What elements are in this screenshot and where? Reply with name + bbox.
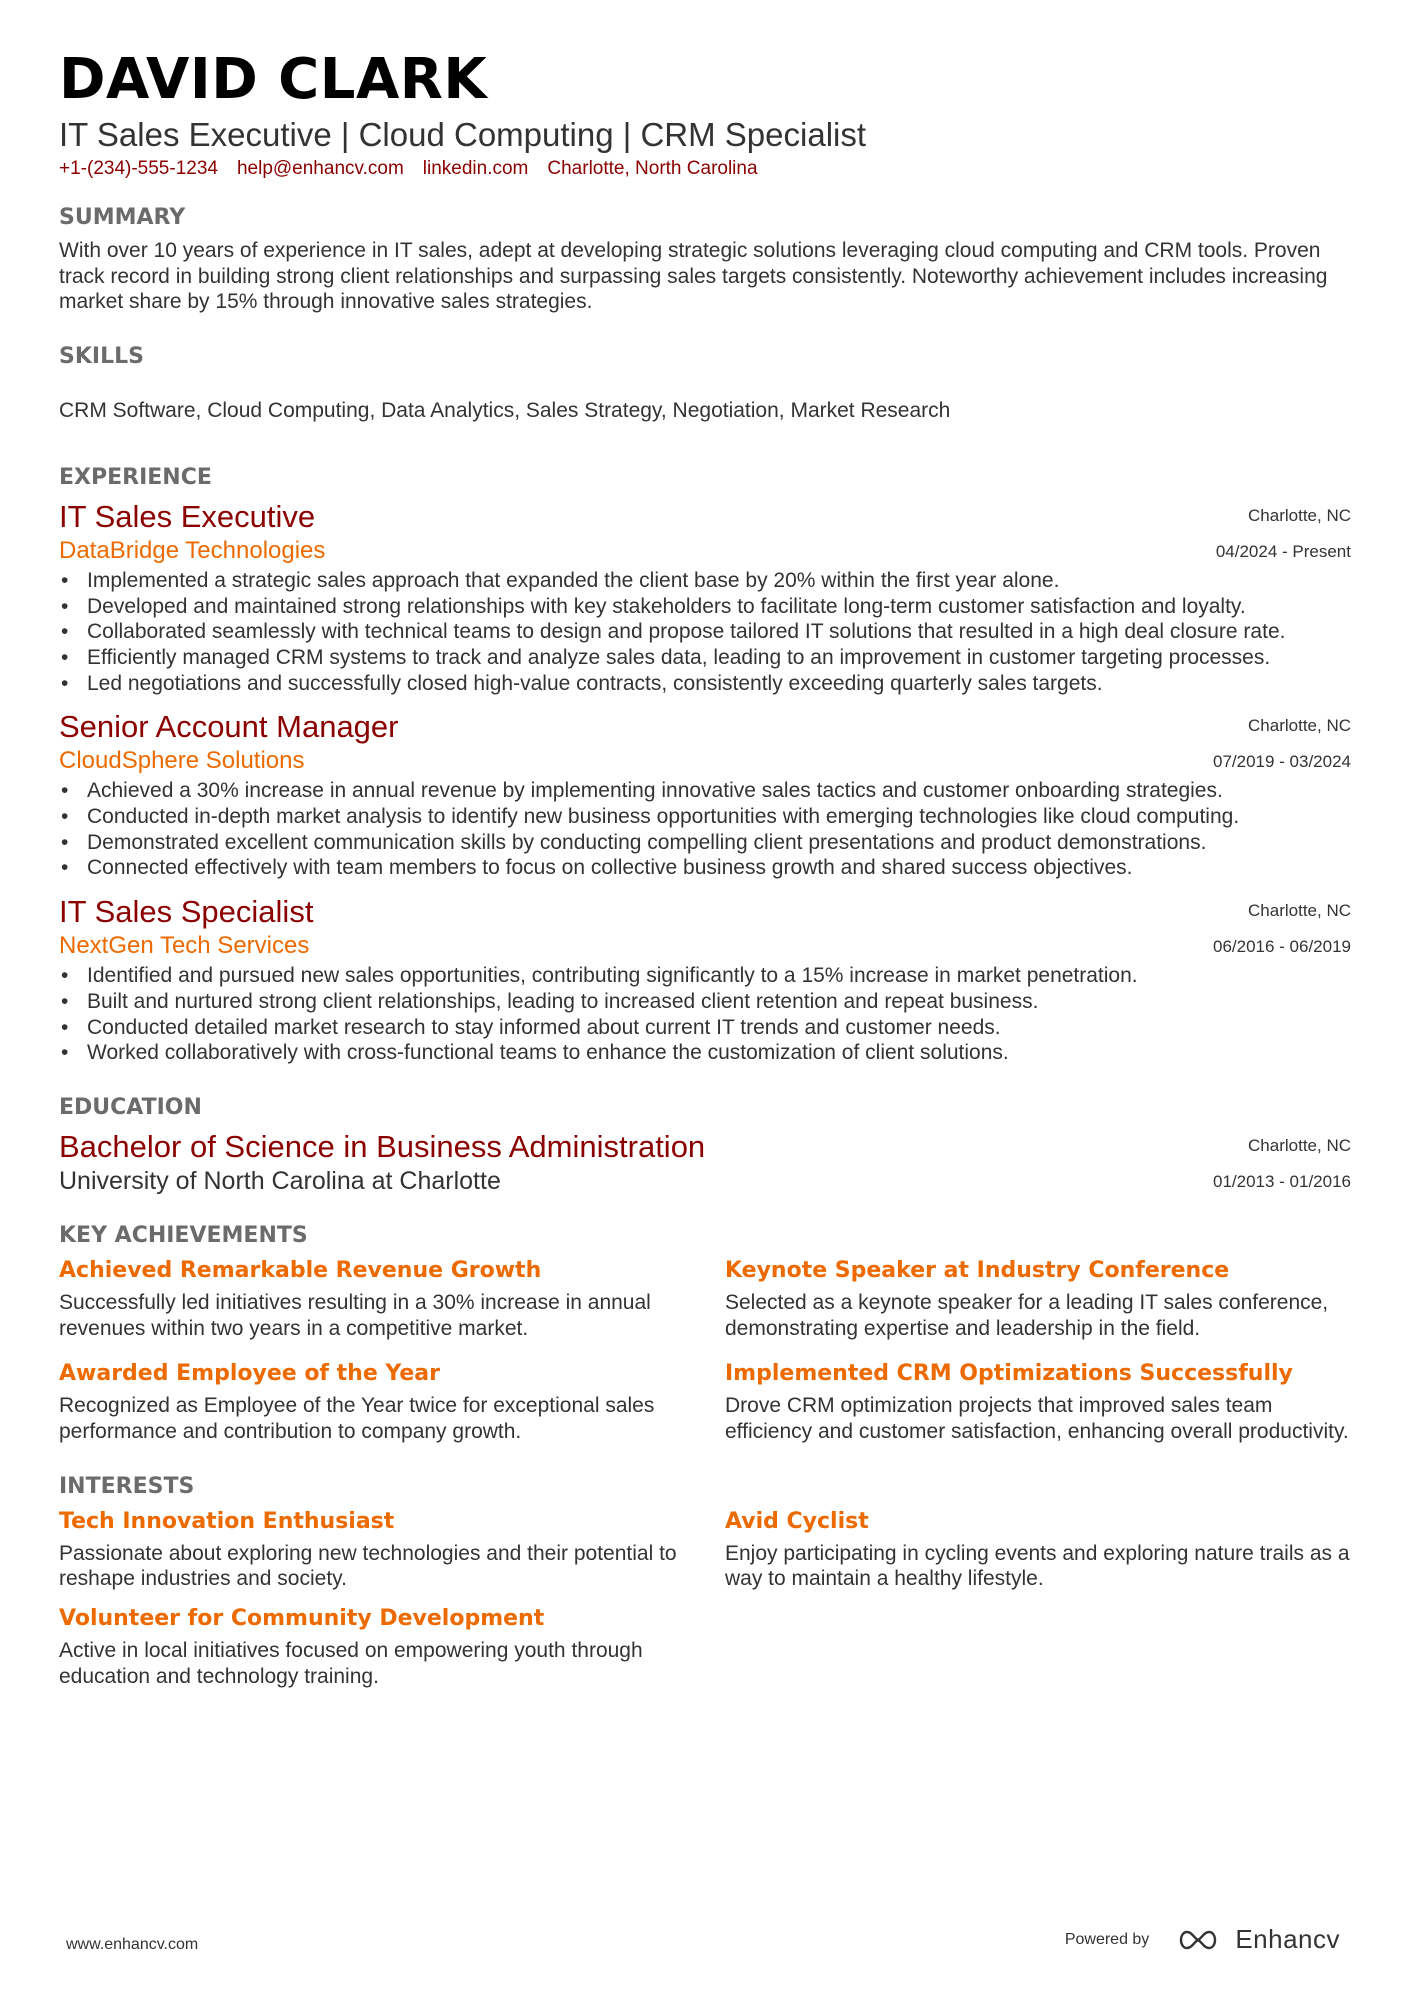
education-entry: [59, 1128, 1351, 1196]
education-section: [59, 1094, 1351, 1196]
bullet-item: • Developed and maintained strong relationships with key stakeholders to facilitate long-term customer satisfaction and loyalty.: [59, 594, 1351, 620]
degree-title: Bachelor of Science in Business Administration: [59, 1128, 706, 1164]
bullet-item: • Built and nurtured strong client relationships, leading to increased client retention and repeat business.: [59, 989, 1351, 1015]
skills-text: CRM Software, Cloud Computing, Data Analytics, Sales Strategy, Negotiation, Market Research: [59, 399, 951, 423]
section-heading: SUMMARY: [59, 205, 186, 230]
job-dates: 04/2024 - Present: [1215, 541, 1351, 561]
contact-email[interactable]: help@enhancv.com: [236, 158, 404, 179]
achievement-text: Recognized as Employee of the Year twice for exceptional sales performance and contribution to company growth.: [59, 1394, 655, 1444]
bullet-item: • Efficiently managed CRM systems to track and analyze sales data, leading to an improvement in customer targeting processes.: [59, 645, 1351, 671]
contact-line: [59, 156, 1351, 182]
section-heading: SKILLS: [59, 344, 144, 370]
job-meta: [1216, 498, 1351, 570]
achievement-card: [59, 1359, 685, 1444]
experience-section: [59, 464, 1351, 1066]
bullet-item: • Demonstrated excellent communication skills by conducting compelling client presentations and product demonstrations.: [59, 830, 1351, 856]
achievements-section: [59, 1222, 1351, 1445]
summary-section: [59, 204, 1351, 315]
footer-website[interactable]: www.enhancv.com: [66, 1936, 199, 1953]
section-heading: EXPERIENCE: [59, 464, 212, 490]
job-location: Charlotte, NC: [1248, 716, 1351, 736]
candidate-name: DAVID CLARK: [59, 47, 488, 112]
job-dates: 06/2016 - 06/2019: [1212, 937, 1351, 957]
job-company: NextGen Tech Services: [59, 932, 310, 960]
job-meta: [1213, 708, 1351, 780]
powered-by-label: Powered by: [1064, 1930, 1150, 1948]
contact-location: Charlotte, North Carolina: [547, 158, 758, 179]
interests-grid: [59, 1507, 1351, 1690]
interest-text: Passionate about exploring new technologies and their potential to reshape industries and society.: [59, 1541, 677, 1591]
interest-card: [725, 1507, 1351, 1592]
bullet-item: • Implemented a strategic sales approach that expanded the client base by 20% within the first year alone.: [59, 568, 1351, 594]
summary-text: With over 10 years of experience in IT sales, adept at developing strategic solutions leveraging cloud computing and CRM tools. Proven track record in building strong client relationships and surpassing sales targets consistently. Noteworthy achievement includes increasing market share by 15% through innovative sales strategies.: [59, 239, 1328, 314]
job-role: Senior Account Manager: [59, 709, 399, 745]
interest-card: [59, 1604, 685, 1689]
interest-text: Enjoy participating in cycling events and exploring nature trails as a way to maintain a healthy lifestyle.: [725, 1541, 1350, 1591]
experience-entry: [59, 708, 1351, 881]
job-role: IT Sales Specialist: [59, 894, 314, 930]
section-heading: KEY ACHIEVEMENTS: [59, 1222, 308, 1248]
achievement-title: Awarded Employee of the Year: [59, 1361, 440, 1387]
education-meta: [1213, 1128, 1351, 1200]
interest-title: Tech Innovation Enthusiast: [59, 1508, 395, 1534]
bullet-item: • Achieved a 30% increase in annual revenue by implementing innovative sales tactics and customer onboarding strategies.: [59, 778, 1351, 804]
interests-section: [59, 1473, 1351, 1690]
job-company: DataBridge Technologies: [59, 536, 326, 564]
enhancv-brand[interactable]: Enhancv: [1235, 1924, 1340, 1954]
job-bullets: [59, 778, 1351, 881]
skills-section: [59, 343, 1351, 424]
resume-header: [59, 45, 1351, 182]
job-dates: 07/2019 - 03/2024: [1212, 752, 1351, 772]
achievement-title: Achieved Remarkable Revenue Growth: [59, 1257, 542, 1283]
achievement-title: Implemented CRM Optimizations Successfully: [725, 1361, 1293, 1387]
achievement-card: [725, 1359, 1351, 1444]
interest-title: Avid Cyclist: [725, 1508, 869, 1534]
interest-card: [59, 1507, 685, 1592]
job-company: CloudSphere Solutions: [59, 747, 305, 775]
achievement-text: Successfully led initiatives resulting in a 30% increase in annual revenues within two years in a competitive market.: [59, 1290, 651, 1340]
contact-linkedin[interactable]: linkedin.com: [422, 158, 529, 179]
achievements-grid: [59, 1256, 1351, 1445]
bullet-item: • Led negotiations and successfully closed high-value contracts, consistently exceeding quarterly sales targets.: [59, 671, 1351, 697]
bullet-item: • Worked collaboratively with cross-functional teams to enhance the customization of client solutions.: [59, 1040, 1351, 1066]
contact-phone[interactable]: +1-(234)-555-1234: [59, 158, 218, 179]
job-role: IT Sales Executive: [59, 498, 316, 534]
achievement-title: Keynote Speaker at Industry Conference: [725, 1257, 1230, 1283]
section-heading: INTERESTS: [59, 1473, 195, 1499]
experience-entry: [59, 498, 1351, 697]
enhancv-logo-icon: [1175, 1928, 1221, 1952]
achievement-text: Drove CRM optimization projects that improved sales team efficiency and customer satisfaction, enhancing overall productivity.: [725, 1394, 1349, 1444]
bullet-item: • Collaborated seamlessly with technical teams to design and propose tailored IT solutions that resulted in a high deal closure rate.: [59, 619, 1351, 645]
footer-branding: [1065, 1924, 1340, 1955]
interest-text: Active in local initiatives focused on empowering youth through education and technology training.: [59, 1639, 643, 1688]
achievement-card: [725, 1256, 1351, 1341]
bullet-item: • Connected effectively with team members to focus on collective business growth and shared success objectives.: [59, 855, 1351, 881]
job-location: Charlotte, NC: [1248, 505, 1351, 525]
interest-title: Volunteer for Community Development: [59, 1606, 545, 1632]
bullet-item: • Conducted in-depth market analysis to identify new business opportunities with emerging technologies like cloud computing.: [59, 804, 1351, 830]
job-bullets: [59, 963, 1351, 1066]
job-bullets: [59, 568, 1351, 697]
experience-entry: [59, 893, 1351, 1066]
achievement-card: [59, 1256, 685, 1341]
job-meta: [1213, 893, 1351, 965]
achievement-text: Selected as a keynote speaker for a leading IT sales conference, demonstrating expertise and leadership in the field.: [725, 1290, 1329, 1340]
school-name: University of North Carolina at Charlotte: [59, 1166, 501, 1195]
bullet-item: • Conducted detailed market research to stay informed about current IT trends and customer needs.: [59, 1015, 1351, 1041]
job-location: Charlotte, NC: [1248, 901, 1351, 921]
education-dates: 01/2013 - 01/2016: [1212, 1171, 1351, 1191]
education-location: Charlotte, NC: [1248, 1135, 1351, 1155]
candidate-title: IT Sales Executive | Cloud Computing | CRM Specialist: [59, 116, 867, 153]
section-heading: EDUCATION: [59, 1094, 202, 1120]
bullet-item: • Identified and pursued new sales opportunities, contributing significantly to a 15% increase in market penetration.: [59, 963, 1351, 989]
